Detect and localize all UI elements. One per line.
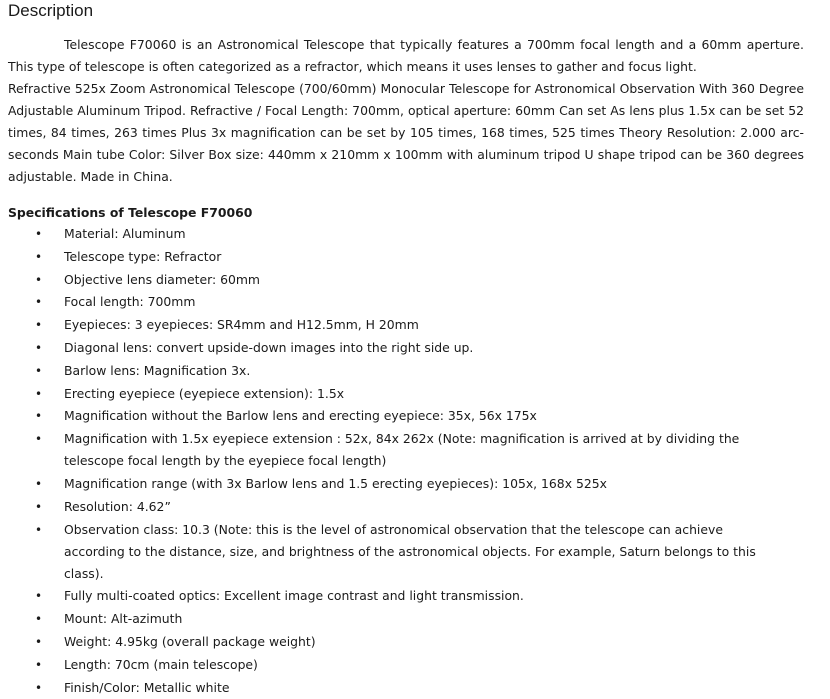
bullet-icon: •: [35, 227, 43, 241]
bullet-icon: •: [35, 249, 43, 264]
intro-lead-text: Telescope F70060 is an Astronomical Telescope that typically features a 700mm focal length and a 60mm aperture. This type of telescope is often categorized as a refractor, which means it uses lenses to gather and focus light.: [8, 37, 804, 74]
spec-item-weight: [0, 631, 810, 653]
bullet-icon: •: [35, 295, 43, 310]
spec-item-magnification-range: [0, 473, 810, 495]
bullet-icon: •: [35, 340, 43, 355]
bullet-icon: •: [35, 386, 43, 401]
spec-item-text: Focal length: 700mm: [64, 294, 196, 310]
intro-detail-text: Refractive 525x Zoom Astronomical Telescope (700/60mm) Monocular Telescope for Astronomical Observation With 360 Degree Adjustable Aluminum Tripod. Refractive / Focal Length: 700mm, optical aperture: 60mm Can set As lens plus 1.5x can be set 52 times, 84 times, 263 times Plus 3x magnification can be set by 105 times, 168 times, 525 times Theory Resolution: 2.000 arc-seconds Main tube Color: Silver Box size: 440mm x 210mm x 100mm with aluminum tripod U shape tripod can be 360 degrees adjustable. Made in China.: [8, 81, 804, 184]
spec-item-finish-color: [0, 677, 810, 699]
spec-item-mount: [0, 608, 810, 630]
spec-item-diagonal-lens: [0, 337, 810, 359]
bullet-icon: •: [35, 680, 43, 695]
spec-item-eyepieces: [0, 314, 810, 336]
spec-item-length: [0, 654, 810, 676]
specifications-heading: Specifications of Telescope F70060: [8, 205, 253, 220]
bullet-icon: •: [35, 522, 43, 537]
spec-item-resolution: [0, 496, 810, 518]
spec-item-text: Mount: Alt-azimuth: [64, 611, 183, 627]
intro-paragraph: [8, 34, 804, 188]
spec-item-optics: [0, 585, 810, 607]
spec-item-text: Erecting eyepiece (eyepiece extension): 1.5x: [64, 385, 345, 401]
spec-item-telescope-type: [0, 246, 810, 268]
spec-item-text: Objective lens diameter: 60mm: [64, 271, 260, 287]
bullet-icon: •: [35, 499, 43, 514]
spec-item-text: Finish/Color: Metallic white: [64, 679, 230, 695]
spec-item-magnification-with-extension: [0, 428, 810, 472]
spec-item-text: Weight: 4.95kg (overall package weight): [64, 633, 316, 649]
bullet-icon: •: [35, 318, 43, 333]
bullet-icon: •: [35, 657, 43, 672]
bullet-icon: •: [35, 409, 43, 424]
specifications-list: [0, 223, 810, 699]
spec-item-magnification-without-barlow: [0, 405, 810, 427]
spec-item-text: Telescope type: Refractor: [64, 248, 222, 264]
spec-item-text: Magnification range (with 3x Barlow lens and 1.5 erecting eyepieces): 105x, 168x 525x: [64, 475, 607, 491]
spec-item-erecting-eyepiece: [0, 383, 810, 405]
bullet-icon: •: [35, 476, 43, 491]
spec-item-text: Fully multi-coated optics: Excellent image contrast and light transmission.: [64, 588, 524, 604]
spec-item-text: Barlow lens: Magnification 3x.: [64, 362, 251, 378]
spec-item-text: Diagonal lens: convert upside-down images into the right side up.: [64, 339, 474, 355]
spec-item-focal-length: [0, 291, 810, 313]
spec-item-text: Eyepieces: 3 eyepieces: SR4mm and H12.5mm, H 20mm: [64, 317, 419, 333]
spec-item-text: Material: Aluminum: [64, 226, 186, 241]
spec-item-text: Resolution: 4.62”: [64, 498, 171, 514]
spec-item-barlow-lens: [0, 360, 810, 382]
bullet-icon: •: [35, 589, 43, 604]
spec-item-objective-lens: [0, 269, 810, 291]
spec-item-text: Magnification with 1.5x eyepiece extension : 52x, 84x 262x (Note: magnification is arrived at by dividing the telescope focal length by the eyepiece focal length): [64, 431, 740, 469]
spec-item-text: Magnification without the Barlow lens and erecting eyepiece: 35x, 56x 175x: [64, 408, 537, 424]
spec-item-material: [0, 223, 810, 245]
bullet-icon: •: [35, 363, 43, 378]
bullet-icon: •: [35, 612, 43, 627]
spec-item-observation-class: [0, 519, 810, 585]
bullet-icon: •: [35, 432, 43, 447]
bullet-icon: •: [35, 272, 43, 287]
page-title: Description: [8, 1, 94, 20]
spec-item-text: Observation class: 10.3 (Note: this is the level of astronomical observation that the telescope can achieve according to the distance, size, and brightness of the astronomical objects. For example, Saturn belongs to this class).: [64, 521, 756, 581]
bullet-icon: •: [35, 634, 43, 649]
spec-item-text: Length: 70cm (main telescope): [64, 656, 258, 672]
